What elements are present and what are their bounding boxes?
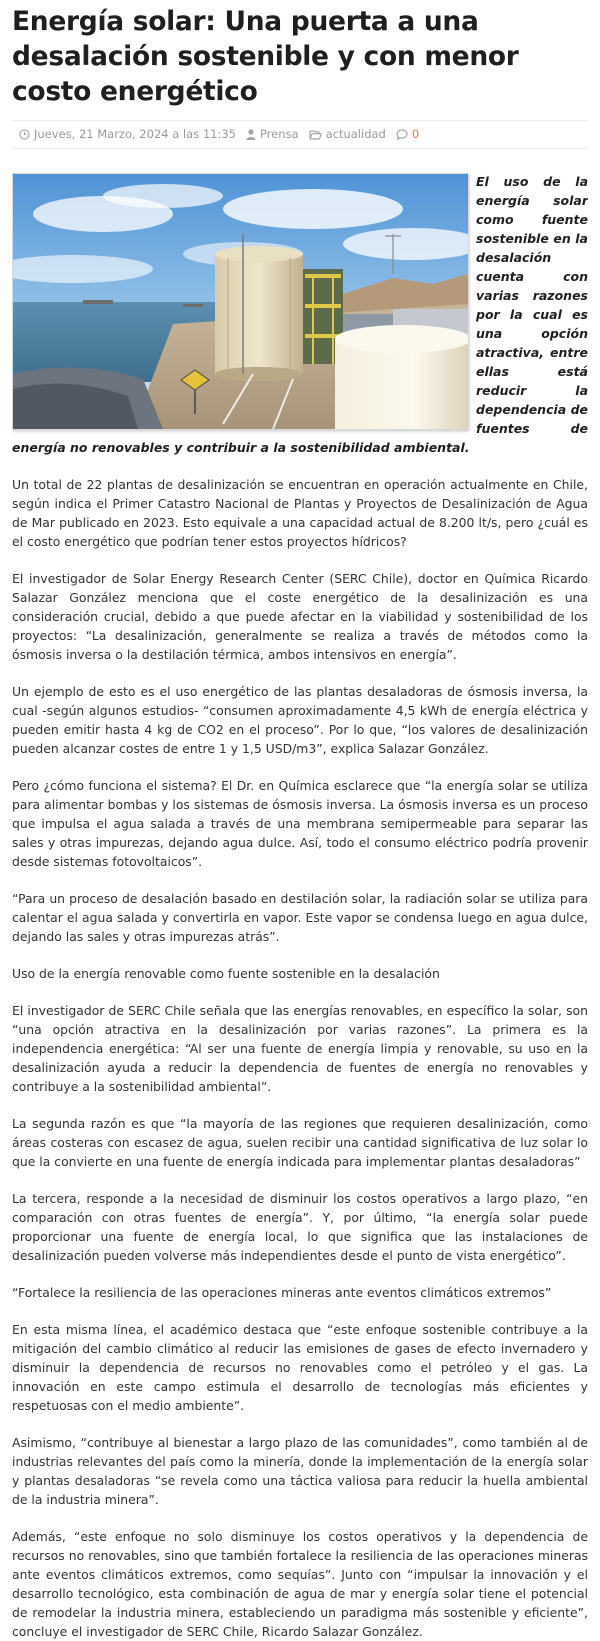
body-paragraph: Además, “este enfoque no solo disminuye los costos operativos y la dependencia de recursos no renovables, sino que también fortalece la resiliencia de las operaciones mineras ante eventos climáticos extremos, como sequías”. Junto con “impulsar la innovación y el desarrollo tecnológico, esta combinación de agua de mar y energía solar tiene el potencial de remodelar la industria minera, estableciendo un paradigma más sostenible y eficiente”, concluye el investigador de SERC Chile, Ricardo Salazar González. [12,1529,588,1639]
meta-author[interactable] [246,127,299,141]
comment-icon [396,129,408,140]
clock-icon [19,129,30,140]
lead-paragraph: El uso de la energía solar como fuente sostenible en la desalación cuenta con varias razones por la cual es una opción atractiva, entre ellas está reducir la dependencia de fuentes de energía no renovables y contribuir a la sostenibilidad ambiental. [12,174,588,455]
article-title: Energía solar: Una puerta a una desalación sostenible y con menor costo energético [12,6,519,107]
body-paragraph: El investigador de SERC Chile señala que las energías renovables, en específico la solar, son “una opción atractiva en la desalinización por varias razones”. La primera es la independencia energética: “Al ser una fuente de energía limpia y renovable, su uso en la desalinización ayuda a reducir la dependencia de fuentes de energía no renovables y contribuye a la sostenibilidad ambiental”. [12,1003,588,1094]
section-subheading: Uso de la energía renovable como fuente sostenible en la desalación [12,966,440,981]
desalination-plant-photo [13,174,468,429]
body-paragraph: La tercera, responde a la necesidad de disminuir los costos operativos a largo plazo, “en comparación con otras fuentes de energía”. Y, por último, “la energía solar puede proporcionar una fuente de energía local, lo que significa que las instalaciones de desalinización pueden volverse más independientes desde el punto de vista energético”. [12,1191,588,1263]
body-paragraph: Pero ¿cómo funciona el sistema? El Dr. en Química esclarece que “la energía solar se utiliza para alimentar bombas y los sistemas de ósmosis inversa. La ósmosis inversa es un proceso que impulsa el agua salada a través de una membrana semipermeable para separar las sales y otras impurezas, dejando agua dulce. Así, todo el consumo eléctrico podría provenir desde sistemas fotovoltaicos”. [12,778,588,869]
article-meta [12,120,588,149]
section-subheading: “Fortalece la resiliencia de las operaciones mineras ante eventos climáticos extremos” [12,1285,552,1300]
article-body [12,475,588,1641]
meta-date-text: Jueves, 21 Marzo, 2024 a las 11:35 [34,127,236,141]
user-icon [246,129,256,140]
body-paragraph: En esta misma línea, el académico destaca que “este enfoque sostenible contribuye a la mitigación del cambio climático al reducir las emisiones de gases de efecto invernadero y disminuir la dependencia de recursos no renovables como el petróleo y el gas. La innovación en este campo estimula el desarrollo de tecnologías más eficientes y respetuosas con el medio ambiente”. [12,1322,588,1413]
folder-open-icon [309,129,322,140]
meta-category-link[interactable]: actualidad [325,127,386,141]
body-paragraph: La segunda razón es que “la mayoría de las regiones que requieren desalinización, como áreas costeras con escasez de agua, suelen recibir una cantidad significativa de luz solar lo que la convierte en una fuente de energía indicada para implementar plantas desaladoras” [12,1116,588,1169]
body-paragraph: Asimismo, “contribuye al bienestar a largo plazo de las comunidades”, como también al de industrias relevantes del país como la minería, donde la implementación de la energía solar y plantas desaladoras “se revela como una táctica valiosa para reducir la huella ambiental de la industria minera”. [12,1435,588,1507]
meta-comments[interactable] [396,127,419,141]
meta-category[interactable] [309,127,386,141]
body-paragraph: El investigador de Solar Energy Research Center (SERC Chile), doctor en Química Ricardo Salazar González menciona que el coste energético de la desalinización es una consideración crucial, debido a que puede afectar en la viabilidad y sostenibilidad de los proyectos: “La desalinización, generalmente se realiza a través de métodos como la ósmosis inversa o la destilación térmica, ambos intensivos en energía”. [12,571,588,662]
lead-section [12,172,588,457]
meta-author-link[interactable]: Prensa [259,127,299,141]
body-paragraph: “Para un proceso de desalación basado en destilación solar, la radiación solar se utiliza para calentar el agua salada y convertirla en vapor. Este vapor se condensa luego en agua dulce, dejando las sales y otras impurezas atrás”. [12,891,588,944]
meta-comment-count[interactable]: 0 [411,127,420,141]
meta-date [19,127,236,141]
hero-image [12,173,469,430]
body-paragraph: Un ejemplo de esto es el uso energético de las plantas desaladoras de ósmosis inversa, la cual -según algunos estudios- “consumen aproximadamente 4,5 kWh de energía eléctrica y pueden emitir hasta 4 kg de CO2 en el proceso”. Por lo que, “los valores de desalinización pueden alcanzar costes de entre 1 y 1,5 USD/m3”, explica Salazar González. [12,684,588,756]
body-paragraph: Un total de 22 plantas de desalinización se encuentran en operación actualmente en Chile, según indica el Primer Catastro Nacional de Plantas y Proyectos de Desalinización de Agua de Mar publicado en 2023. Esto equivale a una capacidad actual de 8.200 lt/s, pero ¿cuál es el costo energético que podrían tener estos proyectos hídricos? [12,477,588,549]
